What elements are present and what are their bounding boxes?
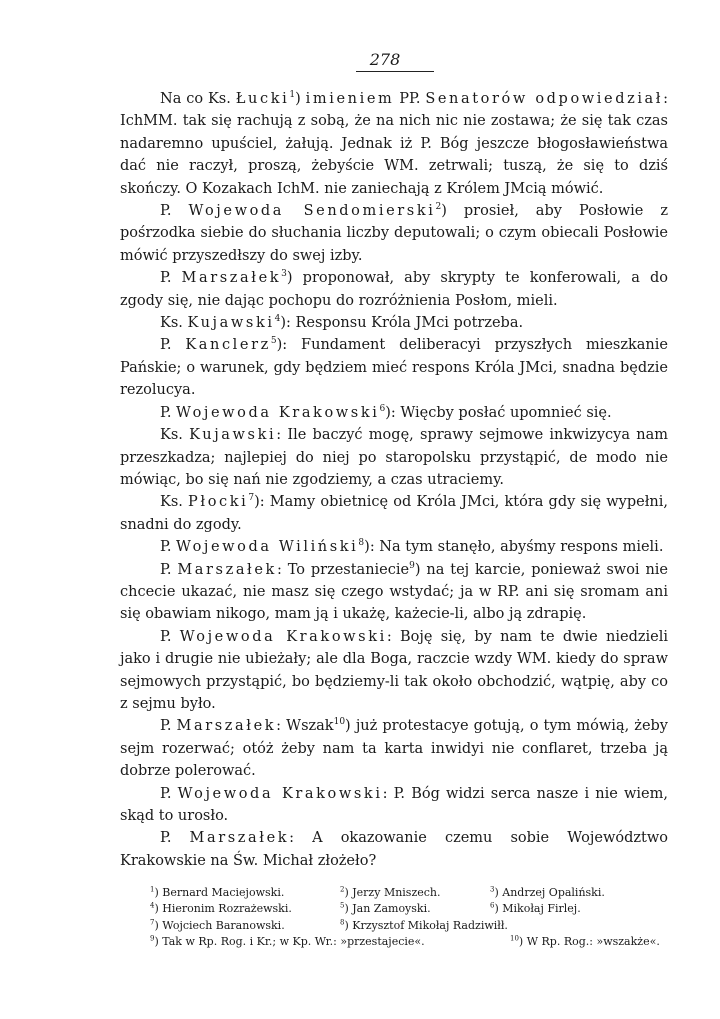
paragraph — [120, 312, 668, 334]
footnote — [490, 885, 605, 901]
speaker-name: Wojewoda Krakowski — [179, 628, 387, 645]
speaker-name: Łucki — [235, 91, 290, 107]
footnote-text: ) Wojciech Baranowski. — [154, 918, 285, 932]
text-run: P. — [160, 561, 178, 578]
text-run: P. — [160, 539, 177, 556]
paragraph — [120, 402, 668, 424]
footnote-ref: 1 — [289, 90, 296, 101]
paragraph — [120, 491, 668, 536]
text-run: : A okazowanie czemu sobie Województwo Krakowskie na Św. Michał złożeło? — [120, 830, 668, 869]
footnote-ref: 4 — [274, 314, 281, 325]
speaker-name: dział — [615, 91, 664, 107]
speaker-name: Wojewoda Sendomierski — [188, 203, 436, 220]
footnote — [340, 901, 490, 917]
text-run: ) — [295, 91, 306, 107]
page-number: 278 — [369, 50, 401, 69]
text-run: P. — [160, 628, 180, 645]
paragraph — [120, 783, 668, 828]
footnote-row — [150, 885, 670, 901]
speaker-name: Kujawski — [189, 427, 277, 444]
footnote-row — [150, 918, 670, 934]
footnote-number: 7 — [150, 918, 155, 927]
paragraph — [120, 424, 668, 491]
footnote-text: ) Mikołaj Firlej. — [494, 902, 581, 916]
text-run: P. — [160, 718, 177, 735]
footnote — [150, 918, 340, 934]
footnote — [490, 901, 581, 917]
footnote-number: 6 — [490, 901, 495, 910]
footnote-text: ) Hieronim Rozrażewski. — [154, 902, 292, 916]
footnote — [150, 901, 340, 917]
footnote-number: 5 — [340, 901, 345, 910]
page-number-rule — [356, 71, 434, 72]
text-run: ) już protestacye gotują, o tym mówią, żeby sejm rozerwać; otóż żeby nam ta karta inwidyi nie conflaret, trzeba ją dobrze polerować. — [120, 718, 668, 780]
text-run: ): Więcby posłać upomnieć się. — [385, 404, 612, 421]
speaker-name: Wojewoda Wiliński — [176, 539, 359, 556]
speaker-name: Senatorów odpowie — [425, 91, 616, 107]
paragraph — [120, 626, 668, 716]
text-run: P. — [160, 337, 186, 354]
text-run: ) prosieł, aby Posłowie z pośrzodka siebie do słuchania liczby deputowali; o czym obiecali Posłowie mówić przyszedłszy do swej izby. — [120, 203, 668, 264]
footnote-text: ) Bernard Maciejowski. — [154, 886, 285, 899]
paragraph — [120, 536, 668, 558]
text-run: P. — [160, 270, 182, 287]
text-run: Ks. — [160, 315, 188, 332]
text-run: : IchMM. tak się rachują z sobą, że na nich nic nie zostawa; że się tak czas nadaremno upuściel, żałują. Jednak iż P. Bóg jeszcze błogosławieństwa dać nie raczył, proszą, żebyście WM. zetrwali; tuszą, że się to dziś skończy. O Kozakach IchM. nie zaniechają z Królem JMcią mówić. — [120, 91, 668, 197]
footnote-number: 9 — [150, 934, 155, 943]
text-run: : P. Bóg widzi serca nasze i nie wiem, skąd to urosło. — [120, 785, 668, 824]
speaker-name: Marszałek — [176, 718, 277, 735]
text-run: PP. — [394, 91, 426, 107]
footnote-ref: 8 — [358, 538, 365, 549]
speaker-name: Marszałek — [177, 561, 277, 578]
speaker-name: imieniem — [305, 91, 395, 107]
footnote-ref: 6 — [379, 403, 386, 414]
text-run: ) na tej karcie, ponieważ swoi nie chcecie ukazać, nie masz się czego wstydać; ja w RP. ani się sromam ani się obawiam nikogo, mam ją i ukażę, każecie-li, albo ją zdrapię. — [120, 561, 668, 623]
footnote-text: ) W Rp. Rog.: »wszakże«. — [518, 935, 660, 949]
text-run: ): Mamy obietnicę od Króla JMci, która gdy się wypełni, snadni do zgody. — [120, 494, 668, 533]
text-run: ): Responsu Króla JMci potrzeba. — [280, 315, 524, 332]
footnote-ref: 7 — [248, 493, 255, 504]
text-run: Ks. — [160, 427, 190, 444]
speaker-name: Wojewoda Krakowski — [176, 404, 380, 421]
text-run: : To przestaniecie — [276, 561, 410, 578]
footnote — [150, 934, 510, 950]
footnote — [340, 918, 508, 934]
footnote-text: ) Krzysztof Mikołaj Radziwiłł. — [344, 918, 508, 932]
paragraph — [120, 267, 668, 312]
text-run: : Wszak — [276, 718, 334, 735]
footnote-number: 8 — [340, 918, 345, 927]
text-run: P. — [160, 404, 177, 421]
footnote — [340, 885, 490, 901]
speaker-name: Kujawski — [187, 315, 275, 332]
paragraph — [120, 559, 668, 626]
footnote-ref: 9 — [409, 560, 415, 571]
footnote — [150, 885, 340, 901]
footnote-row — [150, 901, 670, 917]
speaker-name: Wojewoda Krakowski — [177, 785, 383, 802]
footnote-number: 10 — [510, 934, 519, 943]
paragraph — [120, 88, 668, 200]
text-run: Ks. — [160, 494, 189, 511]
footnote-text: ) Andrzej Opaliński. — [494, 886, 605, 899]
speaker-name: Kanclerz — [185, 337, 271, 354]
text-run: : Ile baczyć mogę, sprawy sejmowe inkwizycya nam przeszkadza; najlepiej do niej po staropolsku przystąpić, de modo nie mówiąc, bo się nań nie zgodziemy, a czas utraciemy. — [120, 427, 668, 488]
text-run: ): Fundament deliberacyi przyszłych mieszkanie Pańskie; o warunek, gdy będziem mieć respons Króla JMci, snadna będzie rezolucya. — [120, 337, 668, 399]
footnote-number: 4 — [150, 901, 155, 910]
text-run: P. — [160, 203, 189, 220]
text-run: P. — [160, 785, 178, 802]
footnote-ref: 3 — [281, 269, 287, 280]
footnote-text: ) Tak w Rp. Rog. i Kr.; w Kp. Wr.: »przestajecie«. — [154, 935, 425, 949]
text-run: Na co Ks. — [160, 91, 236, 107]
text-run: : Boję się, by nam te dwie niedzieli jako i drugie nie ubieżały; ale dla Boga, raczcie wzdy WM. kiedy do spraw sejmowych przystąpić, bo będziemy-li tak około obchodzić, wątpię, aby co z sejmu było. — [120, 628, 668, 712]
text-run: ) proponował, aby skrypty te konferowali, a do zgody się, nie dając pochopu do rozróżnienia Posłom, mieli. — [120, 270, 668, 309]
footnote-text: ) Jan Zamoyski. — [344, 902, 431, 916]
speaker-name: Płocki — [188, 494, 249, 511]
paragraph — [120, 715, 668, 782]
footnote-number: 2 — [340, 885, 345, 894]
footnotes — [150, 885, 670, 951]
paragraph — [120, 200, 668, 267]
footnote-ref: 10 — [333, 717, 346, 728]
footnote-ref: 2 — [435, 202, 442, 213]
footnote-row — [150, 934, 670, 950]
speaker-name: Marszałek — [181, 270, 282, 287]
paragraph — [120, 827, 668, 872]
paragraph — [120, 334, 668, 401]
text-run: ): Na tym stanęło, abyśmy respons mieli. — [364, 539, 664, 556]
footnote-ref: 5 — [270, 336, 277, 347]
speaker-name: Marszałek — [189, 830, 290, 847]
footnote — [510, 934, 660, 950]
body-text — [120, 88, 668, 872]
text-run: P. — [160, 830, 190, 847]
footnote-number: 1 — [150, 885, 155, 894]
footnote-text: ) Jerzy Mniszech. — [344, 886, 441, 899]
footnote-number: 3 — [490, 885, 495, 894]
